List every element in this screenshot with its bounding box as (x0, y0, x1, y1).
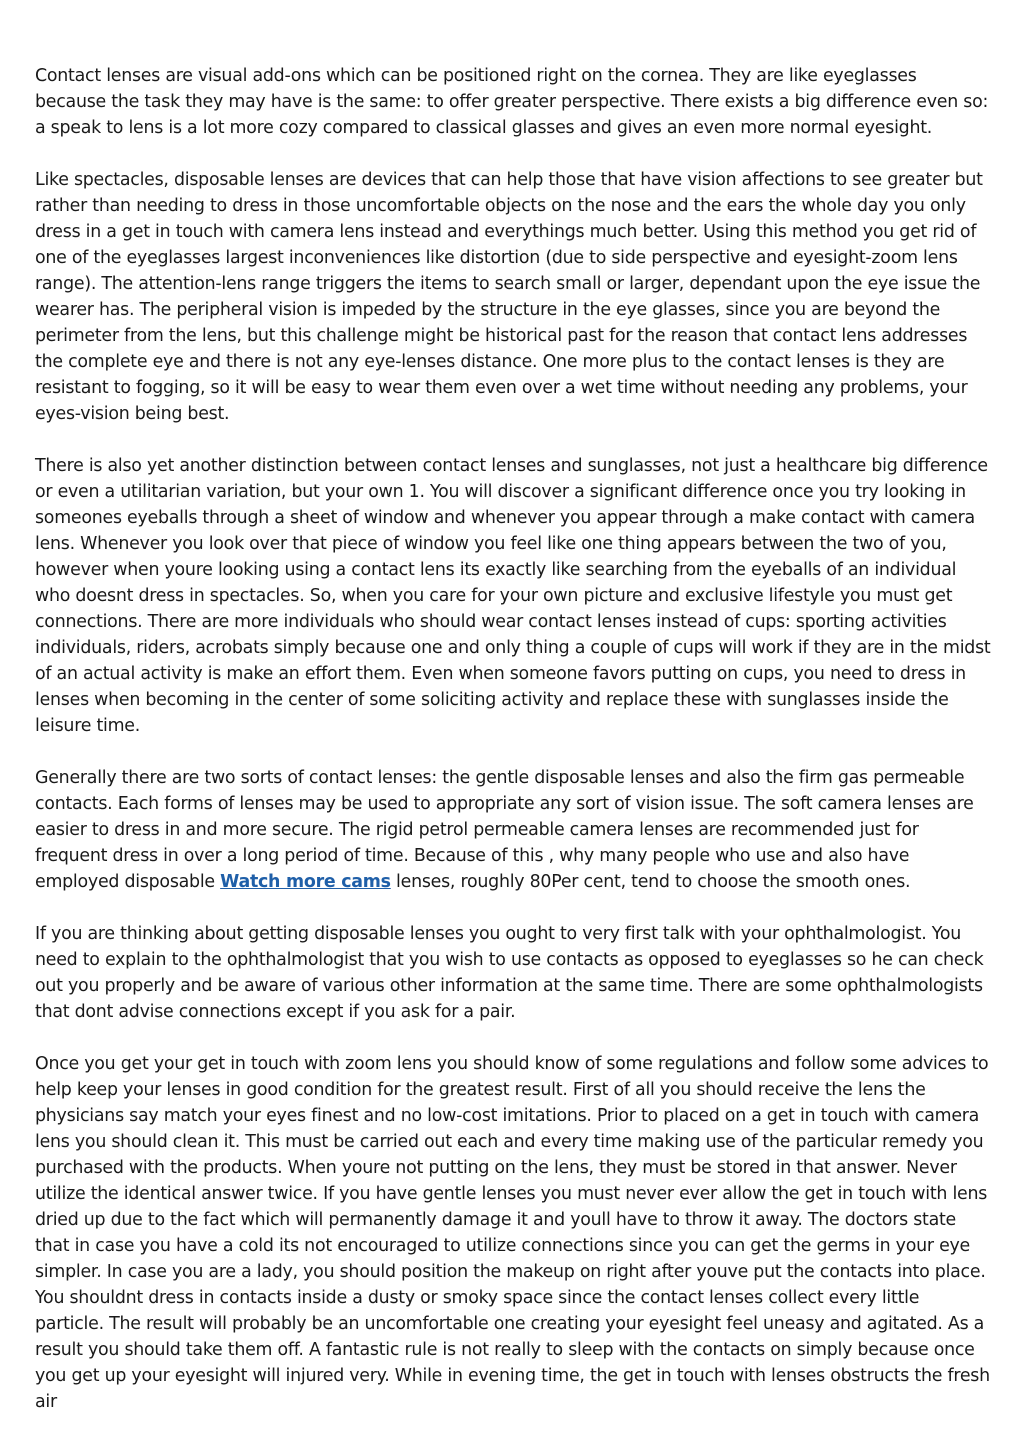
paragraph-4 (35, 765, 991, 895)
paragraph-6: Once you get your get in touch with zoom lens you should know of some regulations and follow some advices to help keep your lenses in good condition for the greatest result. First of all you should receive the lens the physicians say match your eyes finest and no low-cost imitations. Prior to placed on a get in touch with camera lens you should clean it. This must be carried out each and every time making use of the particular remedy you purchased with the products. When youre not putting on the lens, they must be stored in that answer. Never utilize the identical answer twice. If you have gentle lenses you must never ever allow the get in touch with lens dried up due to the fact which will permanently damage it and youll have to throw it away. The doctors state that in case you have a cold its not encouraged to utilize connections since you can get the germs in your eye simpler. In case you are a lady, you should position the makeup on right after youve put the contacts into place. You shouldnt dress in contacts inside a dusty or smoky space since the contact lenses collect every little particle. The result will probably be an uncomfortable one creating your eyesight feel uneasy and agitated. As a result you should take them off. A fantastic rule is not really to sleep with the contacts on simply because once you get up your eyesight will injured very. While in evening time, the get in touch with lenses obstructs the fresh air (35, 1054, 990, 1412)
paragraph-4-text-before: Generally there are two sorts of contact lenses: the gentle disposable lenses and also the firm gas permeable contacts. Each forms of lenses may be used to appropriate any sort of vision issue. The soft camera lenses are easier to dress in and more secure. The rigid petrol permeable camera lenses are recommended just for frequent dress in over a long period of time. Because of this , why many people who use and also have employed disposable (35, 768, 974, 892)
paragraph-1: Contact lenses are visual add-ons which can be positioned right on the cornea. They are like eyeglasses because the task they may have is the same: to offer greater perspective. There exists a big difference even so: a speak to lens is a lot more cozy compared to classical glasses and gives an even more normal eyesight. (35, 66, 989, 138)
watch-more-cams-link[interactable]: Watch more cams (220, 872, 391, 892)
paragraph-2: Like spectacles, disposable lenses are devices that can help those that have vision affections to see greater but rather than needing to dress in those uncomfortable objects on the nose and the ears the whole day you only dress in a get in touch with camera lens instead and everythings much better. Using this method you get rid of one of the eyeglasses largest inconveniences like distortion (due to side perspective and eyesight-zoom lens range). The attention-lens range triggers the items to search small or larger, dependant upon the eye issue the wearer has. The peripheral vision is impeded by the structure in the eye glasses, since you are beyond the perimeter from the lens, but this challenge might be historical past for the reason that contact lens addresses the complete eye and there is not any eye-lenses distance. One more plus to the contact lenses is they are resistant to fogging, so it will be easy to wear them even over a wet time without needing any problems, your eyes-vision being best. (35, 170, 983, 424)
paragraph-3: There is also yet another distinction between contact lenses and sunglasses, not just a healthcare big difference or even a utilitarian variation, but your own 1. You will discover a significant difference once you try looking in someones eyeballs through a sheet of window and whenever you appear through a make contact with camera lens. Whenever you look over that piece of window you feel like one thing appears between the two of you, however when youre looking using a contact lens its exactly like searching from the eyeballs of an individual who doesnt dress in spectacles. So, when you care for your own picture and exclusive lifestyle you must get connections. There are more individuals who should wear contact lenses instead of cups: sporting activities individuals, riders, acrobats simply because one and only thing a couple of cups will work if they are in the midst of an actual activity is make an effort them. Even when someone favors putting on cups, you need to dress in lenses when becoming in the center of some soliciting activity and replace these with sunglasses inside the leisure time. (35, 456, 991, 736)
paragraph-4-text-after: lenses, roughly 80Per cent, tend to choose the smooth ones. (390, 872, 911, 892)
document-body (35, 63, 991, 1441)
paragraph-5: If you are thinking about getting disposable lenses you ought to very first talk with your ophthalmologist. You need to explain to the ophthalmologist that you wish to use contacts as opposed to eyeglasses so he can check out you properly and be aware of various other information at the same time. There are some ophthalmologists that dont advise connections except if you ask for a pair. (35, 924, 984, 1022)
